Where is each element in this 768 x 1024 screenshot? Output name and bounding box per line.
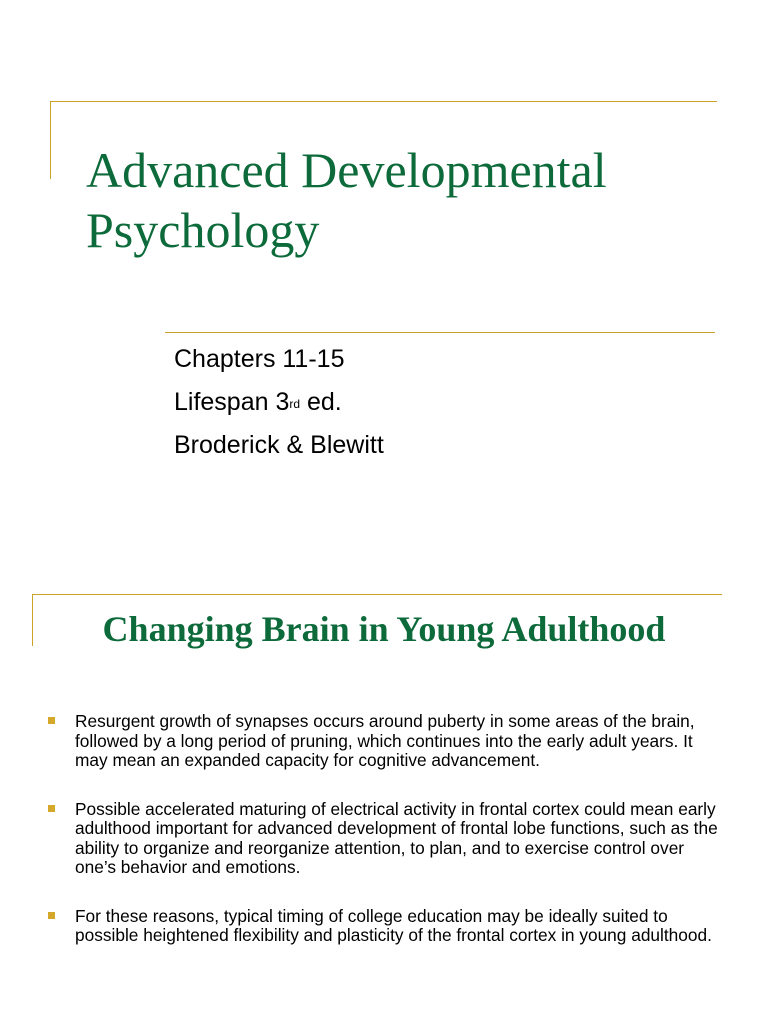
authors-line: Broderick & Blewitt [174,431,384,459]
bullet-item [48,712,728,771]
edition-line [174,381,714,424]
edition-superscript: rd [289,397,301,411]
subtitle-rule [165,332,715,333]
square-bullet-icon [48,912,55,919]
top-rule [32,594,722,595]
square-bullet-icon [48,717,55,724]
content-slide [0,560,768,1024]
bullet-text: For these reasons, typical timing of college education may be ideally suited to possible heightened flexibility and plasticity of the frontal cortex in young adulthood. [75,905,712,945]
slide-title: Advanced Developmental Psychology [86,142,607,258]
slide-title: Changing Brain in Young Adulthood [102,609,666,649]
subtitle-block [174,338,714,467]
bullet-text: Possible accelerated maturing of electrical activity in frontal cortex could mean early adulthood important for advanced development of frontal lobe functions, such as the ability to organize and reorganize attention, to plan, and to exercise control over one’s behavior and emotions. [75,798,718,877]
bullet-list [48,712,728,975]
square-bullet-icon [48,805,55,812]
bullet-item [48,907,728,946]
edition-suffix: ed. [300,388,342,416]
left-rule [50,101,51,179]
bullet-text: Resurgent growth of synapses occurs around puberty in some areas of the brain, followed by a long period of pruning, which continues into the early adult years. It may mean an expanded capacity for cognitive advancement. [75,711,695,770]
top-rule [50,101,717,102]
chapters-line: Chapters 11-15 [174,345,345,373]
edition-prefix: Lifespan 3 [174,388,290,416]
bullet-item [48,800,728,878]
